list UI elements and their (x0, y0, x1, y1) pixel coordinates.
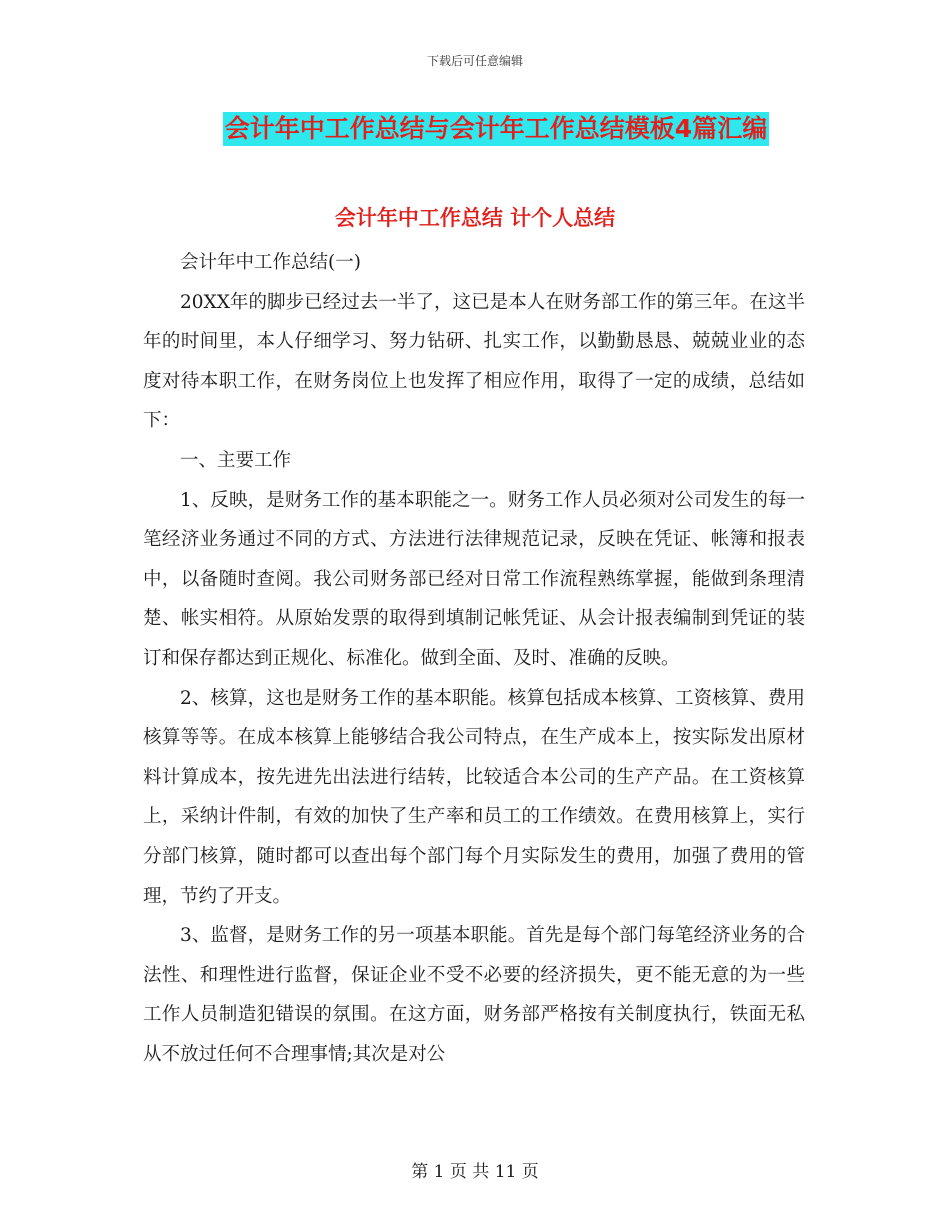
main-title: 会计年中工作总结与会计年工作总结模板4篇汇编 (223, 112, 769, 146)
paragraph: 会计年中工作总结(一) (180, 252, 361, 273)
paragraph: 2、核算，这也是财务工作的基本职能。核算包括成本核算、工资核算、费用核算等等。在成本核算上能够结合我公司特点，在生产成本上，按实际发出原材料计算成本，按先进先出法进行结转，比较适合本公司的生产产品。在工资核算上，采纳计件制，有效的加快了生产率和员工的工作绩效。在费用核算上，实行分部门核算，随时都可以查出每个部门每个月实际发生的费用，加强了费用的管理，节约了开支。 (143, 687, 805, 907)
main-title-wrap (0, 112, 950, 146)
paragraph: 1、反映，是财务工作的基本职能之一。财务工作人员必须对公司发生的每一笔经济业务通过不同的方式、方法进行法律规范记录，反映在凭证、帐簿和报表中，以备随时查阅。我公司财务部已经对日常工作流程熟练掌握，能做到条理清楚、帐实相符。从原始发票的取得到填制记帐凭证、从会计报表编制到凭证的装订和保存都达到正规化、标准化。做到全面、及时、准确的反映。 (143, 489, 805, 669)
paragraph: 一、主要工作 (180, 449, 292, 471)
page-footer: 第 1 页 共 11 页 (411, 1162, 539, 1182)
paragraph: 3、监督，是财务工作的另一项基本职能。首先是每个部门每笔经济业务的合法性、和理性进行监督，保证企业不受不必要的经济损失，更不能无意的为一些工作人员制造犯错误的氛围。在这方面，财务部严格按有关制度执行，铁面无私从不放过任何不合理事情;其次是对公 (143, 925, 805, 1065)
body-text (143, 243, 805, 1074)
header-note: 下载后可任意编辑 (426, 54, 523, 68)
section-title: 会计年中工作总结 计个人总结 (334, 206, 616, 230)
paragraph: 20XX年的脚步已经过去一半了，这已是本人在财务部工作的第三年。在这半年的时间里，本人仔细学习、努力钻研、扎实工作，以勤勤恳恳、兢兢业业的态度对待本职工作，在财务岗位上也发挥了相应作用，取得了一定的成绩，总结如下： (143, 291, 805, 432)
